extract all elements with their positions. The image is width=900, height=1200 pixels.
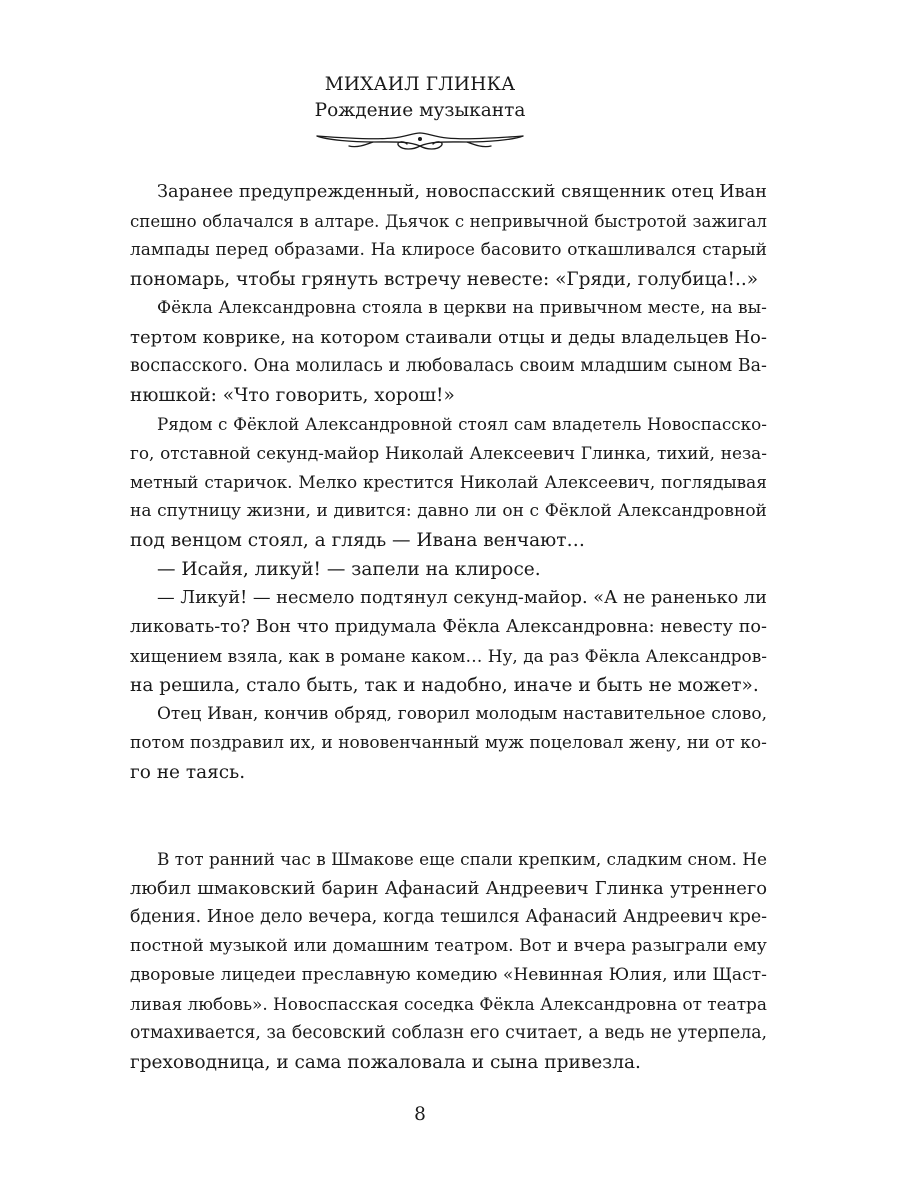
text-line: Фёкла Александровна стояла в церкви на привычном месте, на вы- xyxy=(157,298,767,318)
text-line: го, отставной секунд-майор Николай Алексеевич Глинка, тихий, неза- xyxy=(130,443,767,463)
paragraph xyxy=(130,555,767,584)
paragraph xyxy=(130,410,767,555)
paragraph xyxy=(130,700,767,787)
text-line: ливая любовь». Новоспасская соседка Фёкла Александровна от театра xyxy=(130,994,767,1014)
book-title: Рождение музыканта xyxy=(314,100,526,121)
text-line: под венцом стоял, а глядь — Ивана венчают… xyxy=(130,530,586,551)
text-line: бдения. Иное дело вечера, когда тешился Афанасий Андреевич кре- xyxy=(130,907,767,927)
text-line: лампады перед образами. На клиросе басовито откашливался старый xyxy=(130,240,767,260)
paragraph xyxy=(130,178,767,294)
text-line: греховодница, и сама пожаловала и сына привезла. xyxy=(130,1052,641,1073)
text-line: воспасского. Она молилась и любовалась своим младшим сыном Ва- xyxy=(130,356,767,376)
author-name: МИХАИЛ ГЛИНКА xyxy=(324,74,516,95)
text-line: го не таясь. xyxy=(130,762,246,783)
text-line: нюшкой: «Что говорить, хорош!» xyxy=(130,385,455,406)
text-line: — Ликуй! — несмело подтянул секунд-майор. «А не раненько ли xyxy=(157,588,767,608)
running-head xyxy=(0,72,840,154)
text-line: тертом коврике, на котором стаивали отцы и деды владельцев Но- xyxy=(130,327,767,348)
text-line: постной музыкой или домашним театром. Вот и вчера разыграли ему xyxy=(130,936,767,956)
paragraph xyxy=(130,845,767,1077)
text-line: Заранее предупрежденный, новоспасский священник отец Иван xyxy=(157,182,767,202)
page-number: 8 xyxy=(414,1104,426,1125)
section-2-text xyxy=(130,845,767,1077)
text-line: дворовые лицедеи преславную комедию «Невинная Юлия, или Щаст- xyxy=(130,965,767,985)
text-line: В тот ранний час в Шмакове еще спали крепким, сладким сном. Не xyxy=(157,849,767,869)
text-line: на решила, стало быть, так и надобно, иначе и быть не может». xyxy=(130,675,759,696)
text-line: отмахивается, за бесовский соблазн его считает, а ведь не утерпела, xyxy=(130,1023,767,1043)
text-line: ликовать-то? Вон что придумала Фёкла Александровна: невесту по- xyxy=(130,617,767,637)
text-line: на спутницу жизни, и дивится: давно ли он с Фёклой Александровной xyxy=(130,501,767,521)
text-line: Рядом с Фёклой Александровной стоял сам владетель Новоспасско- xyxy=(157,414,767,434)
flourish-ornament-icon xyxy=(313,128,527,154)
text-line: любил шмаковский барин Афанасий Андреевич Глинка утреннего xyxy=(130,878,767,899)
text-line: потом поздравил их, и нововенчанный муж поцеловал жену, ни от ко- xyxy=(130,733,767,753)
text-line: спешно облачался в алтаре. Дьячок с непривычной быстротой зажигал xyxy=(130,212,767,231)
text-line: пономарь, чтобы грянуть встречу невесте: «Гряди, голубица!..» xyxy=(130,269,759,290)
paragraph xyxy=(130,294,767,410)
section-1-text xyxy=(130,178,767,787)
text-line: метный старичок. Мелко крестится Николай Алексеевич, поглядывая xyxy=(130,472,767,492)
text-line: Отец Иван, кончив обряд, говорил молодым наставительное слово, xyxy=(157,704,767,724)
text-line: хищением взяла, как в романе каком… Ну, да раз Фёкла Александров- xyxy=(130,646,767,666)
paragraph xyxy=(130,584,767,700)
text-line: — Исайя, ликуй! — запели на клиросе. xyxy=(157,559,541,580)
